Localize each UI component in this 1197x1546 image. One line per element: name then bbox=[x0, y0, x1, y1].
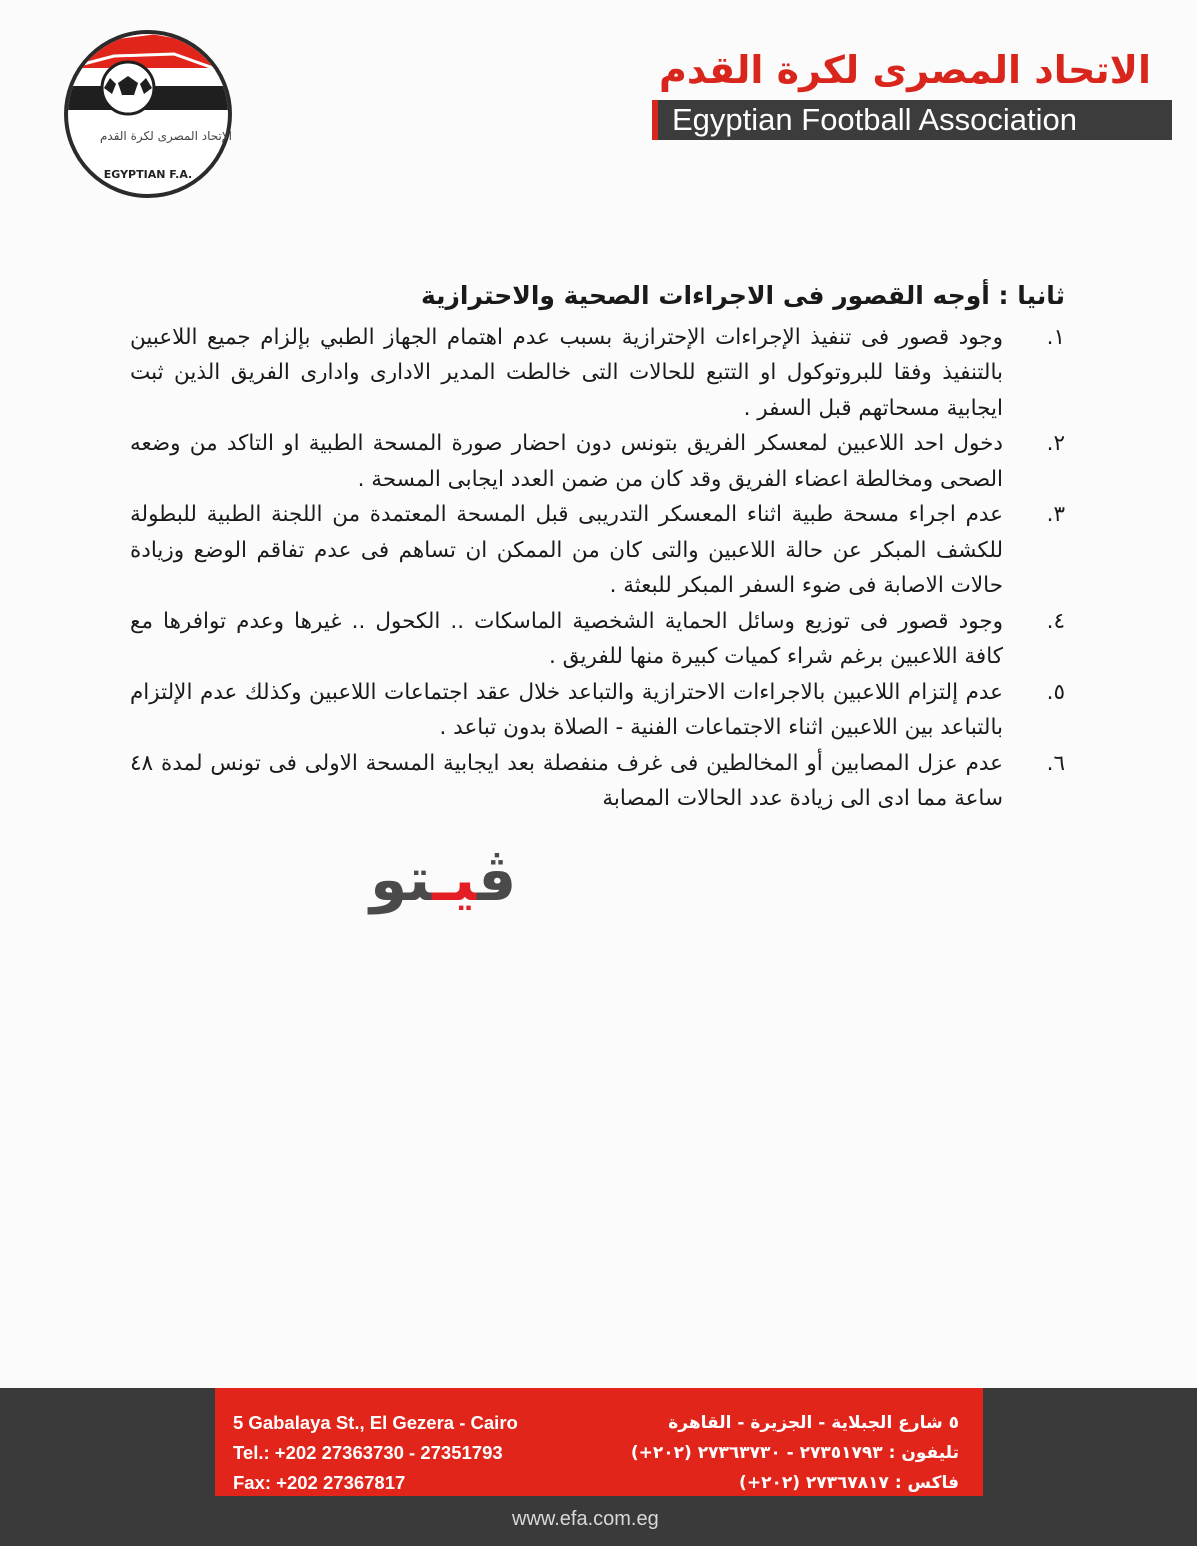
list-item-text: عدم اجراء مسحة طبية اثناء المعسكر التدريبى قبل المسحة المعتمدة من اللجنة الطبية للبطولة للكشف المبكر عن حالة اللاعبين والتى كان من الممكن ان تساهم فى عدم تفاقم الوضع وزيادة حالات الاصابة فى ضوء السفر المبكر للبعثة . bbox=[130, 502, 1003, 598]
logo-english-text: EGYPTIAN F.A. bbox=[103, 168, 193, 181]
footer-fax-ar: فاكس : ٢٧٣٦٧٨١٧ (٢٠٢+) bbox=[739, 1473, 959, 1493]
watermark-part: يـ bbox=[432, 845, 478, 915]
list-item bbox=[130, 604, 1065, 675]
list-item bbox=[130, 497, 1065, 604]
list-item-text: عدم عزل المصابين أو المخالطين فى غرف منفصلة بعد ايجابية المسحة الاولى فى تونس لمدة ٤٨ ساعة مما ادى الى زيادة عدد الحالات المصابة bbox=[130, 750, 1003, 811]
list-item-number: ٢. bbox=[1046, 431, 1065, 456]
document-body bbox=[130, 278, 1065, 817]
logo-arabic-text: الإتحاد المصرى لكرة القدم bbox=[99, 129, 233, 143]
list-item-text: وجود قصور فى توزيع وسائل الحماية الشخصية الماسكات .. الكحول .. غيرها وعدم توافرها مع كافة اللاعبين برغم شراء كميات كبيرة منها للفريق . bbox=[130, 608, 1003, 669]
header-red-accent bbox=[652, 100, 658, 140]
footer-tel-en: Tel.: +202 27363730 - 27351793 bbox=[233, 1442, 503, 1463]
list-item-number: ٣. bbox=[1046, 502, 1065, 527]
list-item bbox=[130, 320, 1065, 427]
list-item-number: ٤. bbox=[1046, 608, 1065, 634]
vito-watermark-logo bbox=[370, 845, 516, 915]
list-item-text: وجود قصور فى تنفيذ الإجراءات الإحترازية بسبب عدم اهتمام الجهاز الطبي بإلزام جميع اللاعبين بالتنفيذ وفقا للبروتوكول او التتبع للحالات التى خالطت المدير الادارى وادارى الفريق الذين ثبت ايجابية مسحاتهم قبل السفر . bbox=[130, 324, 1003, 421]
list-item-number: ١. bbox=[1046, 324, 1065, 350]
association-arabic-name: الاتحاد المصرى لكرة القدم bbox=[659, 48, 1151, 92]
efa-logo bbox=[54, 28, 242, 200]
footer-tel-ar: تليفون : ٢٧٣٥١٧٩٣ - ٢٧٣٦٣٧٣٠ (٢٠٢+) bbox=[630, 1443, 959, 1463]
header-english-bar bbox=[652, 100, 1172, 140]
list-item-number: ٥. bbox=[1046, 679, 1065, 705]
footer-english-contact bbox=[233, 1408, 518, 1498]
list-item-text: دخول احد اللاعبين لمعسكر الفريق بتونس دون احضار صورة المسحة الطبية او التاكد من وضعه الصحى ومخالطة اعضاء الفريق وقد كان من ضمن العدد ايجابى المسحة . bbox=[130, 431, 1003, 492]
list-item-number: ٦. bbox=[1046, 750, 1065, 776]
footer-address-en: 5 Gabalaya St., El Gezera - Cairo bbox=[233, 1412, 518, 1433]
list-item bbox=[130, 426, 1065, 497]
list-item bbox=[130, 746, 1065, 817]
website-link[interactable]: www.efa.com.eg bbox=[512, 1508, 659, 1530]
footer-arabic-contact bbox=[631, 1408, 959, 1498]
list-item-text: عدم إلتزام اللاعبين بالاجراءات الاحترازية والتباعد خلال عقد اجتماعات اللاعبين وكذلك عدم الإلتزام بالتباعد بين اللاعبين اثناء الاجتماعات الفنية - الصلاة بدون تباعد . bbox=[130, 679, 1003, 740]
footer-contact-box bbox=[215, 1388, 983, 1496]
association-english-name: Egyptian Football Association bbox=[672, 102, 1077, 137]
list-item bbox=[130, 675, 1065, 746]
watermark-part: ڤ bbox=[477, 845, 517, 915]
section-heading: ثانيا : أوجه القصور فى الاجراءات الصحية والاحترازية bbox=[420, 281, 1065, 310]
footer-address-ar: ٥ شارع الجبلاية - الجزيرة - القاهرة bbox=[668, 1413, 959, 1433]
footer-fax-en: Fax: +202 27367817 bbox=[233, 1472, 406, 1493]
watermark-part: تو bbox=[370, 845, 433, 915]
